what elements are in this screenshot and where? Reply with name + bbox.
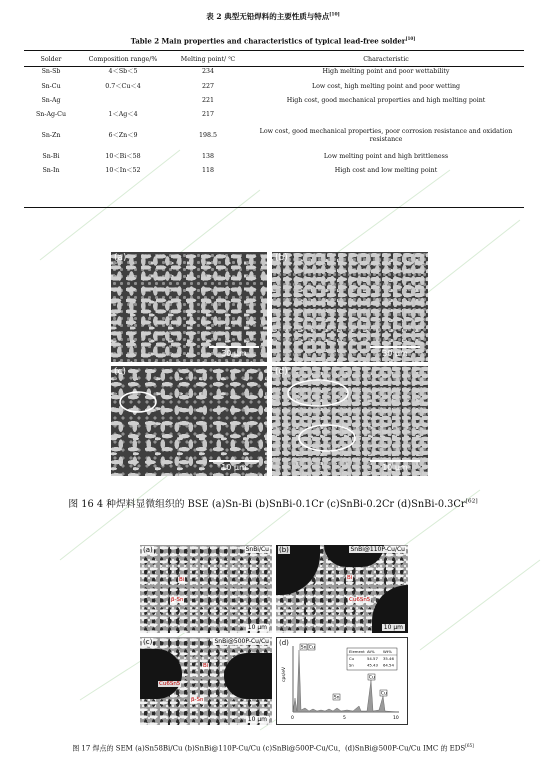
eds-peak-label: Cu <box>380 691 387 697</box>
annotation-cu6sn5: Cu6Sn5 <box>349 597 371 603</box>
eds-table-header: Element <box>349 649 365 654</box>
cell-characteristic: High melting point and poor wettability <box>322 68 450 76</box>
panel-title: SnBi@110P-Cu/Cu <box>350 546 405 553</box>
cell-composition: 0.7＜Cu＜4 <box>105 82 141 90</box>
eds-table-cell: 35.46 <box>383 656 394 661</box>
eds-table-cell: 45.43 <box>367 662 378 668</box>
scale-bar: 10 μm <box>209 460 259 472</box>
panel-label: (c) <box>114 367 126 377</box>
table-row <box>24 65 524 79</box>
sem-panel-c <box>140 637 272 725</box>
panel-label: (d) <box>279 639 289 647</box>
eds-x-tick: 0 <box>291 716 294 721</box>
cell-solder: Sn-Bi <box>42 152 60 160</box>
dark-region <box>140 649 182 699</box>
table-row <box>24 123 524 150</box>
bse-panel-b <box>272 252 428 362</box>
cell-composition: 10＜Bi＜58 <box>105 152 141 160</box>
cell-solder: Sn-In <box>42 167 60 175</box>
annotation-bi: Bi <box>347 575 353 581</box>
dark-region <box>224 653 272 699</box>
bse-panel-a <box>111 252 267 362</box>
cell-solder: Sn-Ag <box>41 97 61 105</box>
header-solder: Solder <box>40 55 62 63</box>
cell-characteristic: Low cost, high melting point and poor wetting <box>311 82 461 90</box>
cell-melting-point: 198.5 <box>198 132 218 140</box>
table-bottom-rule <box>24 207 524 208</box>
table-row <box>24 164 524 178</box>
eds-x-tick: 5 <box>343 716 346 721</box>
eds-peak-label: Cu <box>308 645 315 651</box>
table-row <box>24 79 524 93</box>
cell-melting-point: 227 <box>201 82 215 90</box>
sem-panel-a <box>140 545 272 633</box>
eds-y-label: cps/eV <box>282 666 287 682</box>
table-caption-en: Table 2 Main properties and characteristics of typical lead-free solder[10] <box>130 36 416 46</box>
cell-composition: 6＜Zn＜9 <box>108 132 138 140</box>
eds-table-cell: Cu <box>349 656 355 661</box>
panel-label: (b) <box>275 253 288 263</box>
annotation-bi: Bi <box>179 577 185 583</box>
cell-solder: Sn-Ag-Cu <box>35 111 67 119</box>
cell-melting-point: 118 <box>201 167 215 175</box>
cell-composition: 4＜Sb＜5 <box>108 68 138 76</box>
panel-label: (c) <box>143 638 153 646</box>
cell-characteristic: Low melting point and high brittleness <box>323 152 449 160</box>
panel-title: SnBi/Cu <box>245 546 269 553</box>
cell-characteristic: Low cost, good mechanical properties, poor corrosion resistance and oxidation resistance <box>259 128 513 144</box>
table-row <box>24 94 524 108</box>
header-composition: Composition range/% <box>88 55 158 63</box>
eds-panel-d <box>276 637 408 725</box>
scale-bar: 30 μm <box>209 346 259 358</box>
annotation-beta-sn: β-Sn <box>191 697 204 703</box>
annotation-bi: Bi <box>203 663 209 669</box>
eds-peak-label: Cu <box>368 675 375 681</box>
annotation-cu6sn5: Cu6Sn5 <box>159 681 181 687</box>
cell-composition <box>78 94 168 108</box>
scale-bar: 30 μm <box>370 346 420 358</box>
table-caption-cn: 表 2 典型无铅焊料的主要性质与特点[10] <box>206 12 340 21</box>
eds-spectrum <box>277 638 407 724</box>
eds-table-cell: 54.57 <box>367 656 378 661</box>
cell-melting-point: 221 <box>201 97 215 105</box>
eds-table-header: Wt% <box>383 649 392 654</box>
header-melting-point: Melting point/ ℃ <box>180 55 236 63</box>
cell-melting-point: 217 <box>201 111 215 119</box>
table-row <box>24 150 524 164</box>
table-row <box>24 108 524 122</box>
scale-bar: 10 μm <box>383 624 403 631</box>
sem-panel-b <box>276 545 408 633</box>
header-characteristic: Characteristic <box>363 55 409 63</box>
cell-composition: 1＜Ag＜4 <box>108 111 138 119</box>
bse-panel-c <box>111 366 267 476</box>
scale-bar: 10 μm <box>247 716 267 723</box>
panel-label: (a) <box>143 546 153 554</box>
cell-characteristic <box>248 108 524 122</box>
table-top-rule <box>24 50 524 51</box>
eds-table-header: At% <box>367 649 375 654</box>
properties-table <box>24 53 524 178</box>
cell-solder: Sn-Sb <box>41 68 61 76</box>
table-header-row <box>24 53 524 65</box>
figure16-caption: 图 16 4 种焊料显微组织的 BSE (a)Sn-Bi (b)SnBi-0.1Cr (c)SnBi-0.2Cr (d)SnBi-0.3Cr[62] <box>68 498 478 510</box>
eds-table-cell: Sn <box>349 662 354 668</box>
cell-melting-point: 234 <box>201 68 215 76</box>
cell-melting-point: 138 <box>201 152 215 160</box>
eds-peak-label: Sn <box>333 695 340 701</box>
eds-peak-label: Sn <box>300 645 307 651</box>
panel-label: (d) <box>275 367 288 377</box>
panel-label: (b) <box>279 546 289 554</box>
cell-characteristic: High cost, good mechanical properties and high melting point <box>286 97 486 105</box>
figure17-caption: 图 17 焊点的 SEM (a)Sn58Bi/Cu (b)SnBi@110P-Cu/Cu (c)SnBi@500P-Cu/Cu，(d)SnBi@500P-Cu/Cu IMC 的 EDS[65] <box>72 743 474 753</box>
eds-x-tick: 10 <box>393 716 399 721</box>
eds-table-cell: 64.54 <box>383 662 394 668</box>
cell-solder: Sn-Cu <box>41 82 61 90</box>
panel-title: SnBi@500P-Cu/Cu <box>214 638 269 645</box>
panel-label: (a) <box>114 253 127 263</box>
bse-panel-d <box>272 366 428 476</box>
scale-bar: 10 μm <box>247 624 267 631</box>
scale-bar: 10 μm <box>370 460 420 472</box>
cell-solder: Sn-Zn <box>41 132 61 140</box>
cell-composition: 10＜In＜52 <box>105 167 141 175</box>
annotation-beta-sn: β-Sn <box>171 597 184 603</box>
cell-characteristic: High cost and low melting point <box>334 167 438 175</box>
